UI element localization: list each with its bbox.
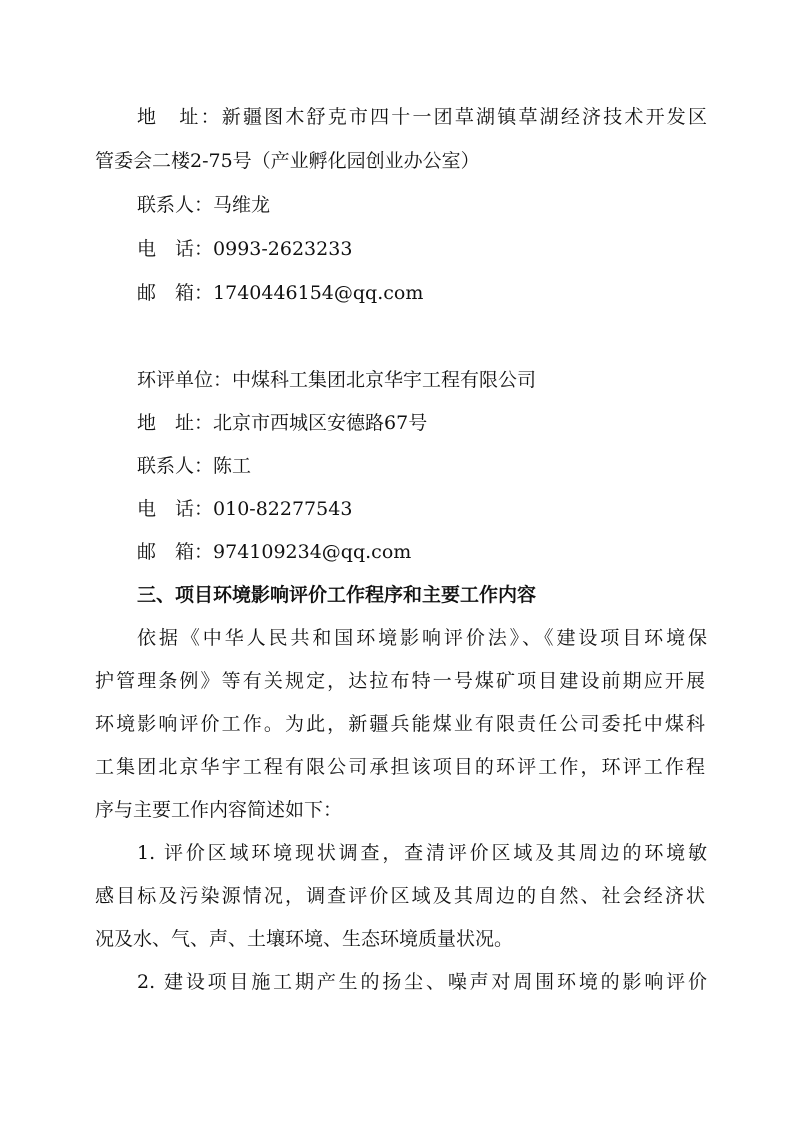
eia-unit-value: 中煤科工集团北京华宇工程有限公司 xyxy=(232,369,537,391)
eia-phone-value: 010-82277543 xyxy=(213,498,353,520)
contact-line xyxy=(137,192,707,218)
eia-phone-label: 电 话： xyxy=(137,498,214,520)
phone-line xyxy=(137,236,707,262)
eia-contact-label: 联系人： xyxy=(137,455,214,477)
address-value: 新疆图木舒克市四十一团草湖镇草湖经济技术开发区 xyxy=(221,106,707,128)
phone-value: 0993-2623233 xyxy=(213,238,353,260)
email-line xyxy=(137,280,707,306)
eia-address-value: 北京市西城区安德路67号 xyxy=(213,412,428,434)
eia-unit-line xyxy=(137,367,707,393)
email-value: 1740446154@qq.com xyxy=(213,282,424,304)
contact-label: 联系人： xyxy=(137,194,214,216)
eia-phone-line xyxy=(137,496,707,522)
list-item-line: 感目标及污染源情况，调查评价区域及其周边的自然、社会经济状 xyxy=(95,885,705,907)
list-item-line: 2. 建设项目施工期产生的扬尘、噪声对周围环境的影响评价 xyxy=(137,971,707,993)
paragraph-line: 序与主要工作内容简述如下： xyxy=(95,799,343,821)
eia-address-line xyxy=(137,410,707,436)
eia-address-label: 地 址： xyxy=(137,412,214,434)
eia-email-value: 974109234@qq.com xyxy=(213,541,412,563)
eia-contact-line xyxy=(137,453,707,479)
eia-contact-value: 陈工 xyxy=(213,455,252,477)
paragraph-line: 环境影响评价工作。为此，新疆兵能煤业有限责任公司委托中煤科 xyxy=(95,713,705,735)
address-line-2: 管委会二楼2-75号（产业孵化园创业办公室） xyxy=(95,150,480,172)
list-item-line: 1. 评价区域环境现状调查，查清评价区域及其周边的环境敏 xyxy=(137,842,707,864)
eia-email-line xyxy=(137,539,707,565)
contact-value: 马维龙 xyxy=(213,194,271,216)
paragraph-line: 护管理条例》等有关规定，达拉布特一号煤矿项目建设前期应开展 xyxy=(95,670,705,692)
paragraph-line: 依据《中华人民共和国环境影响评价法》、《建设项目环境保 xyxy=(137,627,707,649)
section-heading: 三、项目环境影响评价工作程序和主要工作内容 xyxy=(137,584,537,606)
eia-unit-label: 环评单位： xyxy=(137,369,233,391)
email-label: 邮 箱： xyxy=(137,282,214,304)
list-item-line: 况及水、气、声、土壤环境、生态环境质量状况。 xyxy=(95,928,514,950)
address-line-1 xyxy=(137,104,707,130)
paragraph-line: 工集团北京华宇工程有限公司承担该项目的环评工作，环评工作程 xyxy=(95,756,705,778)
eia-email-label: 邮 箱： xyxy=(137,541,214,563)
address-label: 地 址： xyxy=(137,106,222,128)
phone-label: 电 话： xyxy=(137,238,214,260)
